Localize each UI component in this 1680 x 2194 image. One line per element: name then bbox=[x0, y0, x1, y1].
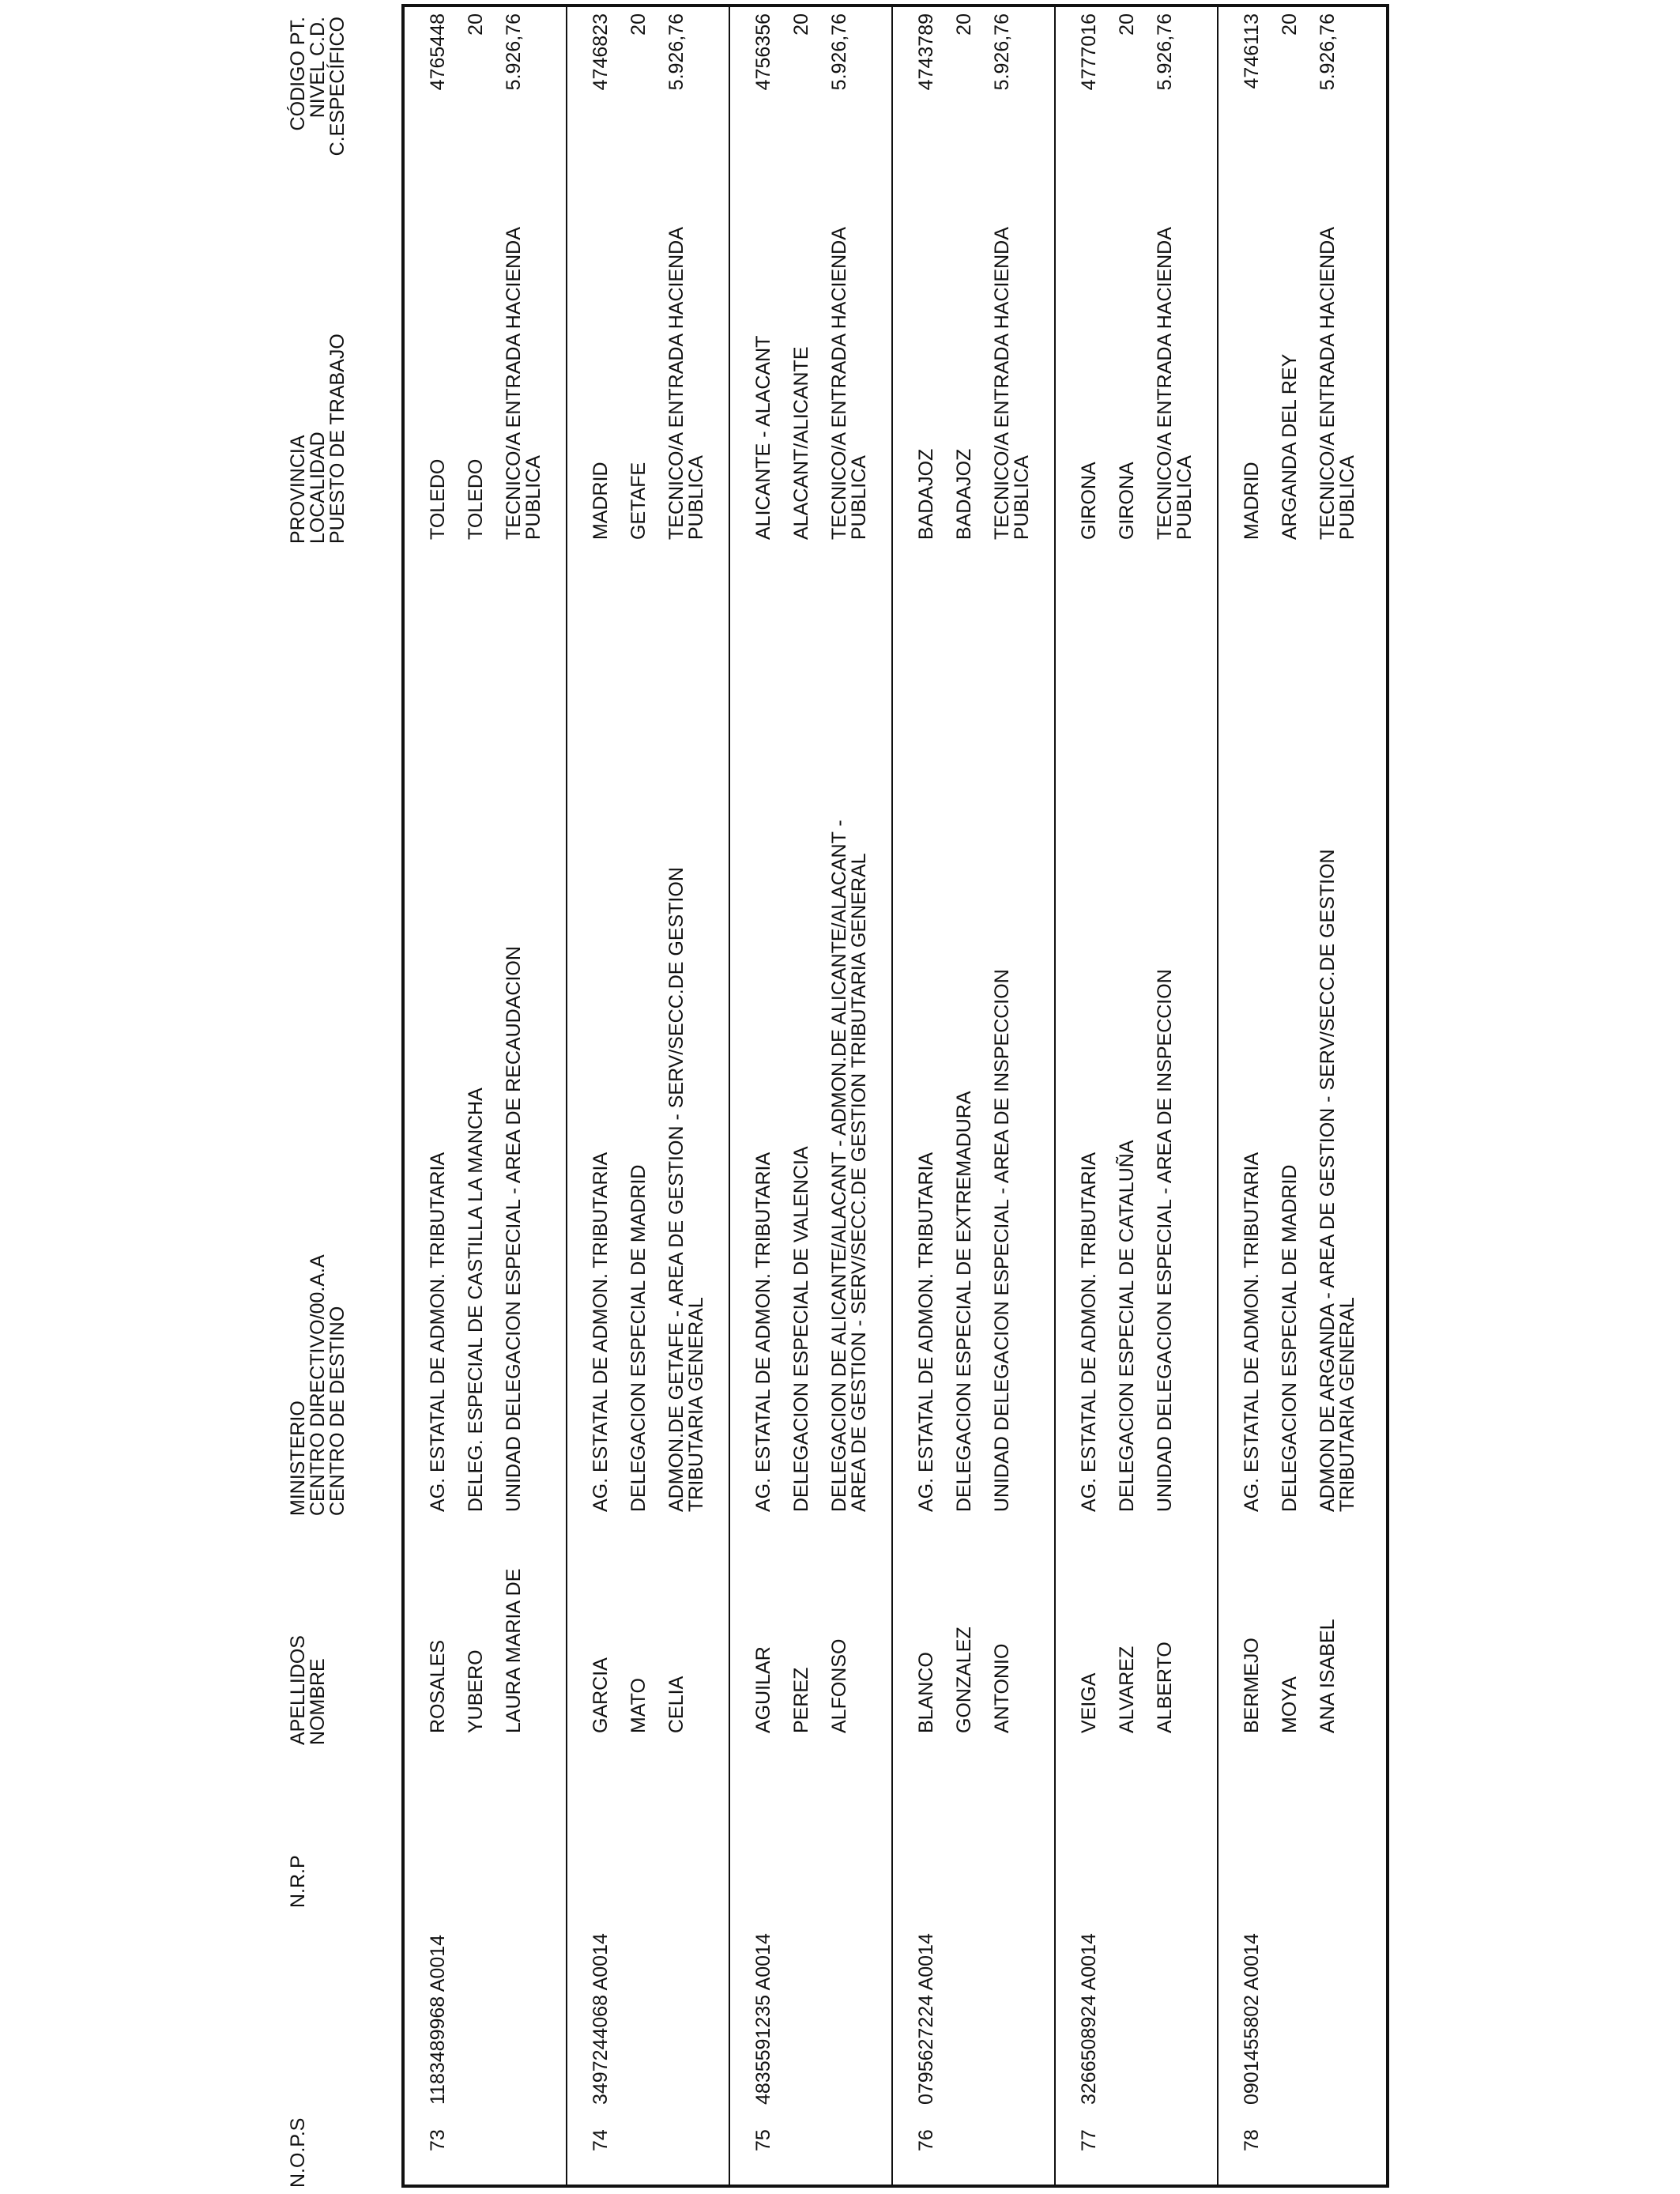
header-apellidos-nombre bbox=[288, 1635, 328, 1745]
row-ministerio: AG. ESTATAL DE ADMON. TRIBUTARIA bbox=[1078, 1152, 1100, 1512]
table-row bbox=[893, 7, 1056, 2185]
row-apellidos-nombre bbox=[754, 1639, 849, 1733]
row-apellido2: ALVAREZ bbox=[1116, 1646, 1138, 1733]
row-puesto-line1: TECNICO/A ENTRADA HACIENDA bbox=[828, 227, 850, 540]
row-centro-destino-line2: TRIBUTARIA GENERAL bbox=[685, 1297, 707, 1512]
table-row bbox=[567, 7, 730, 2185]
row-especifico: 5.926,76 bbox=[1317, 13, 1339, 91]
row-centro-destino-line2: AREA DE GESTION - SERV/SECC.DE GESTION TRIBUTARIA GENERAL bbox=[848, 853, 870, 1512]
row-centro-destino-line1: UNIDAD DELEGACION ESPECIAL - AREA DE RECAUDACION bbox=[503, 946, 525, 1512]
header-ministerio-label: MINISTERIO bbox=[287, 1400, 309, 1516]
row-nivel: 20 bbox=[1116, 13, 1138, 36]
row-nops: 78 bbox=[1241, 2129, 1263, 2151]
row-ministerio: AG. ESTATAL DE ADMON. TRIBUTARIA bbox=[1241, 1152, 1263, 1512]
row-localidad: BADAJOZ bbox=[953, 448, 975, 540]
row-nombre: ANA ISABEL bbox=[1317, 1619, 1339, 1733]
table-row bbox=[1056, 7, 1219, 2185]
row-especifico: 5.926,76 bbox=[828, 13, 850, 91]
row-apellido1: ROSALES bbox=[427, 1639, 449, 1733]
header-ministerio-centro bbox=[288, 1254, 348, 1516]
header-centro-directivo-label: CENTRO DIRECTIVO/00.A.A bbox=[307, 1254, 329, 1516]
row-puesto-line2: PUBLICA bbox=[1173, 455, 1196, 540]
table-row bbox=[730, 7, 893, 2185]
table-row bbox=[405, 7, 567, 2185]
row-ministerio-centros bbox=[1242, 849, 1358, 1512]
row-provincia-localidad-puesto bbox=[591, 227, 706, 540]
row-codigo: 4756356 bbox=[752, 13, 774, 91]
row-codigo: 4765448 bbox=[427, 13, 449, 91]
row-codigo-nivel-especifico bbox=[428, 13, 524, 161]
row-apellidos-nombre bbox=[428, 1569, 524, 1733]
row-puesto-line2: PUBLICA bbox=[1011, 455, 1033, 540]
header-puesto-label: PUESTO DE TRABAJO bbox=[326, 334, 348, 544]
row-centro-directivo: DELEGACION ESPECIAL DE EXTREMADURA bbox=[953, 1091, 975, 1512]
row-nops: 77 bbox=[1078, 2129, 1100, 2151]
row-localidad: GIRONA bbox=[1116, 462, 1138, 540]
row-localidad: ARGANDA DEL REY bbox=[1279, 353, 1301, 540]
row-centro-directivo: DELEGACION ESPECIAL DE CATALUÑA bbox=[1116, 1140, 1138, 1512]
row-apellido1: BLANCO bbox=[915, 1652, 937, 1733]
row-puesto-line2: PUBLICA bbox=[685, 455, 707, 540]
header-centro-destino-label: CENTRO DE DESTINO bbox=[326, 1306, 348, 1516]
header-codigo-label: CÓDIGO PT. bbox=[287, 17, 309, 131]
row-apellidos-nombre bbox=[1079, 1642, 1175, 1733]
row-centro-destino-line1: UNIDAD DELEGACION ESPECIAL - AREA DE INSPECCION bbox=[1154, 969, 1176, 1512]
header-provincia-label: PROVINCIA bbox=[287, 435, 309, 544]
row-nombre: ALFONSO bbox=[828, 1638, 850, 1733]
row-ministerio-centros bbox=[428, 946, 544, 1512]
row-nivel: 20 bbox=[465, 13, 487, 36]
row-nombre: LAURA MARIA DE bbox=[503, 1568, 525, 1733]
row-codigo-nivel-especifico bbox=[591, 13, 687, 161]
row-centro-directivo: DELEGACION ESPECIAL DE VALENCIA bbox=[790, 1146, 812, 1512]
header-codigo-nivel-especifico bbox=[288, 17, 348, 167]
row-puesto-line2: PUBLICA bbox=[1336, 455, 1358, 540]
row-provincia: BADAJOZ bbox=[915, 448, 937, 540]
row-codigo: 4746823 bbox=[590, 13, 612, 91]
row-codigo: 4746113 bbox=[1241, 13, 1263, 89]
row-puesto-line1: TECNICO/A ENTRADA HACIENDA bbox=[665, 227, 687, 540]
row-nivel: 20 bbox=[953, 13, 975, 36]
row-nops: 74 bbox=[590, 2129, 612, 2151]
row-provincia-localidad-puesto bbox=[428, 227, 544, 540]
row-provincia: ALICANTE - ALACANT bbox=[752, 335, 774, 540]
header-localidad-label: LOCALIDAD bbox=[307, 432, 329, 544]
row-codigo: 4743789 bbox=[915, 13, 937, 91]
row-apellido2: GONZALEZ bbox=[953, 1627, 975, 1733]
row-provincia-localidad-puesto bbox=[917, 227, 1032, 540]
row-ministerio: AG. ESTATAL DE ADMON. TRIBUTARIA bbox=[427, 1152, 449, 1512]
header-especifico-label: C.ESPECÍFICO bbox=[326, 17, 348, 156]
row-apellidos-nombre bbox=[591, 1657, 687, 1733]
row-nops: 75 bbox=[752, 2129, 774, 2151]
row-codigo-nivel-especifico bbox=[917, 13, 1012, 161]
row-nrp: 3497244068 A0014 bbox=[590, 1933, 612, 2105]
row-puesto-line1: TECNICO/A ENTRADA HACIENDA bbox=[991, 227, 1013, 540]
row-centro-destino-line1: ADMON DE ARGANDA - AREA DE GESTION - SERV/SECC.DE GESTION bbox=[1317, 849, 1339, 1512]
row-centro-directivo: DELEGACION ESPECIAL DE MADRID bbox=[1279, 1164, 1301, 1512]
row-nrp: 0901455802 A0014 bbox=[1241, 1933, 1263, 2105]
row-apellido1: VEIGA bbox=[1078, 1672, 1100, 1733]
row-codigo-nivel-especifico bbox=[1242, 13, 1338, 161]
header-apellidos-label: APELLIDOS bbox=[287, 1635, 309, 1745]
table-row bbox=[1219, 7, 1386, 2185]
header-provincia-localidad-puesto bbox=[288, 334, 348, 544]
row-centro-directivo: DELEG. ESPECIAL DE CASTILLA LA MANCHA bbox=[465, 1088, 487, 1512]
results-table bbox=[401, 4, 1389, 2188]
row-nrp: 1183489968 A0014 bbox=[427, 1934, 449, 2105]
row-codigo-nivel-especifico bbox=[754, 13, 849, 161]
row-apellido1: AGUILAR bbox=[752, 1646, 774, 1733]
header-nrp-label: N.R.P bbox=[287, 1855, 309, 1908]
row-apellido2: YUBERO bbox=[465, 1649, 487, 1733]
row-ministerio: AG. ESTATAL DE ADMON. TRIBUTARIA bbox=[752, 1152, 774, 1512]
row-nops: 76 bbox=[915, 2129, 937, 2151]
row-ministerio-centros bbox=[917, 969, 1032, 1512]
row-ministerio-centros bbox=[591, 867, 706, 1512]
row-localidad: GETAFE bbox=[627, 462, 650, 540]
row-nrp: 4835591235 A0014 bbox=[752, 1933, 774, 2105]
row-puesto-line1: TECNICO/A ENTRADA HACIENDA bbox=[1154, 227, 1176, 540]
row-localidad: TOLEDO bbox=[465, 458, 487, 540]
row-nivel: 20 bbox=[1279, 13, 1301, 36]
row-centro-destino-line2 bbox=[1012, 969, 1032, 1512]
row-localidad: ALACANT/ALICANTE bbox=[790, 346, 812, 540]
row-provincia: MADRID bbox=[1241, 462, 1263, 540]
row-nops: 73 bbox=[427, 2129, 449, 2151]
row-provincia-localidad-puesto bbox=[1079, 227, 1195, 540]
row-apellido2: MOYA bbox=[1279, 1676, 1301, 1733]
row-nombre: ANTONIO bbox=[991, 1643, 1013, 1733]
row-especifico: 5.926,76 bbox=[665, 13, 687, 91]
header-nops bbox=[288, 2118, 308, 2188]
row-ministerio: AG. ESTATAL DE ADMON. TRIBUTARIA bbox=[590, 1152, 612, 1512]
row-nombre: CELIA bbox=[665, 1676, 687, 1733]
row-centro-destino-line1: ADMON.DE GETAFE - AREA DE GESTION - SERV/SECC.DE GESTION bbox=[665, 867, 687, 1512]
row-codigo-nivel-especifico bbox=[1079, 13, 1175, 161]
row-centro-destino-line2: TRIBUTARIA GENERAL bbox=[1336, 1297, 1358, 1512]
row-provincia: MADRID bbox=[590, 462, 612, 540]
row-apellido1: BERMEJO bbox=[1241, 1638, 1263, 1733]
row-puesto-line2: PUBLICA bbox=[522, 455, 544, 540]
row-provincia-localidad-puesto bbox=[754, 227, 869, 540]
row-puesto-line1: TECNICO/A ENTRADA HACIENDA bbox=[503, 227, 525, 540]
row-nivel: 20 bbox=[790, 13, 812, 36]
row-especifico: 5.926,76 bbox=[991, 13, 1013, 91]
row-nivel: 20 bbox=[627, 13, 650, 36]
row-ministerio: AG. ESTATAL DE ADMON. TRIBUTARIA bbox=[915, 1152, 937, 1512]
row-apellido2: PEREZ bbox=[790, 1667, 812, 1733]
row-nrp: 0795627224 A0014 bbox=[915, 1933, 937, 2105]
header-nops-label: N.O.P.S bbox=[287, 2117, 309, 2188]
row-ministerio-centros bbox=[1079, 969, 1195, 1512]
row-centro-destino-line1: UNIDAD DELEGACION ESPECIAL - AREA DE INSPECCION bbox=[991, 969, 1013, 1512]
row-ministerio-centros bbox=[754, 820, 869, 1512]
header-nombre-label: NOMBRE bbox=[307, 1658, 329, 1745]
row-apellido1: GARCIA bbox=[590, 1657, 612, 1733]
header-nrp bbox=[288, 1855, 308, 1908]
row-centro-destino-line2 bbox=[1175, 969, 1195, 1512]
row-provincia-localidad-puesto bbox=[1242, 227, 1358, 540]
row-apellidos-nombre bbox=[1242, 1619, 1338, 1733]
row-provincia: TOLEDO bbox=[427, 458, 449, 540]
row-codigo: 4777016 bbox=[1078, 13, 1100, 91]
row-especifico: 5.926,76 bbox=[503, 13, 525, 91]
row-especifico: 5.926,76 bbox=[1154, 13, 1176, 91]
row-provincia: GIRONA bbox=[1078, 462, 1100, 540]
row-centro-destino-line1: DELEGACION DE ALICANTE/ALACANT - ADMON.DE ALICANTE/ALACANT - bbox=[828, 820, 850, 1512]
row-puesto-line2: PUBLICA bbox=[848, 455, 870, 540]
row-puesto-line1: TECNICO/A ENTRADA HACIENDA bbox=[1317, 227, 1339, 540]
row-apellidos-nombre bbox=[917, 1627, 1012, 1733]
header-nivel-label: NIVEL C.D. bbox=[307, 17, 329, 119]
row-centro-directivo: DELEGACION ESPECIAL DE MADRID bbox=[627, 1164, 650, 1512]
row-nrp: 3266508924 A0014 bbox=[1078, 1933, 1100, 2105]
row-apellido2: MATO bbox=[627, 1678, 650, 1733]
row-nombre: ALBERTO bbox=[1154, 1642, 1176, 1733]
row-centro-destino-line2 bbox=[524, 946, 544, 1512]
